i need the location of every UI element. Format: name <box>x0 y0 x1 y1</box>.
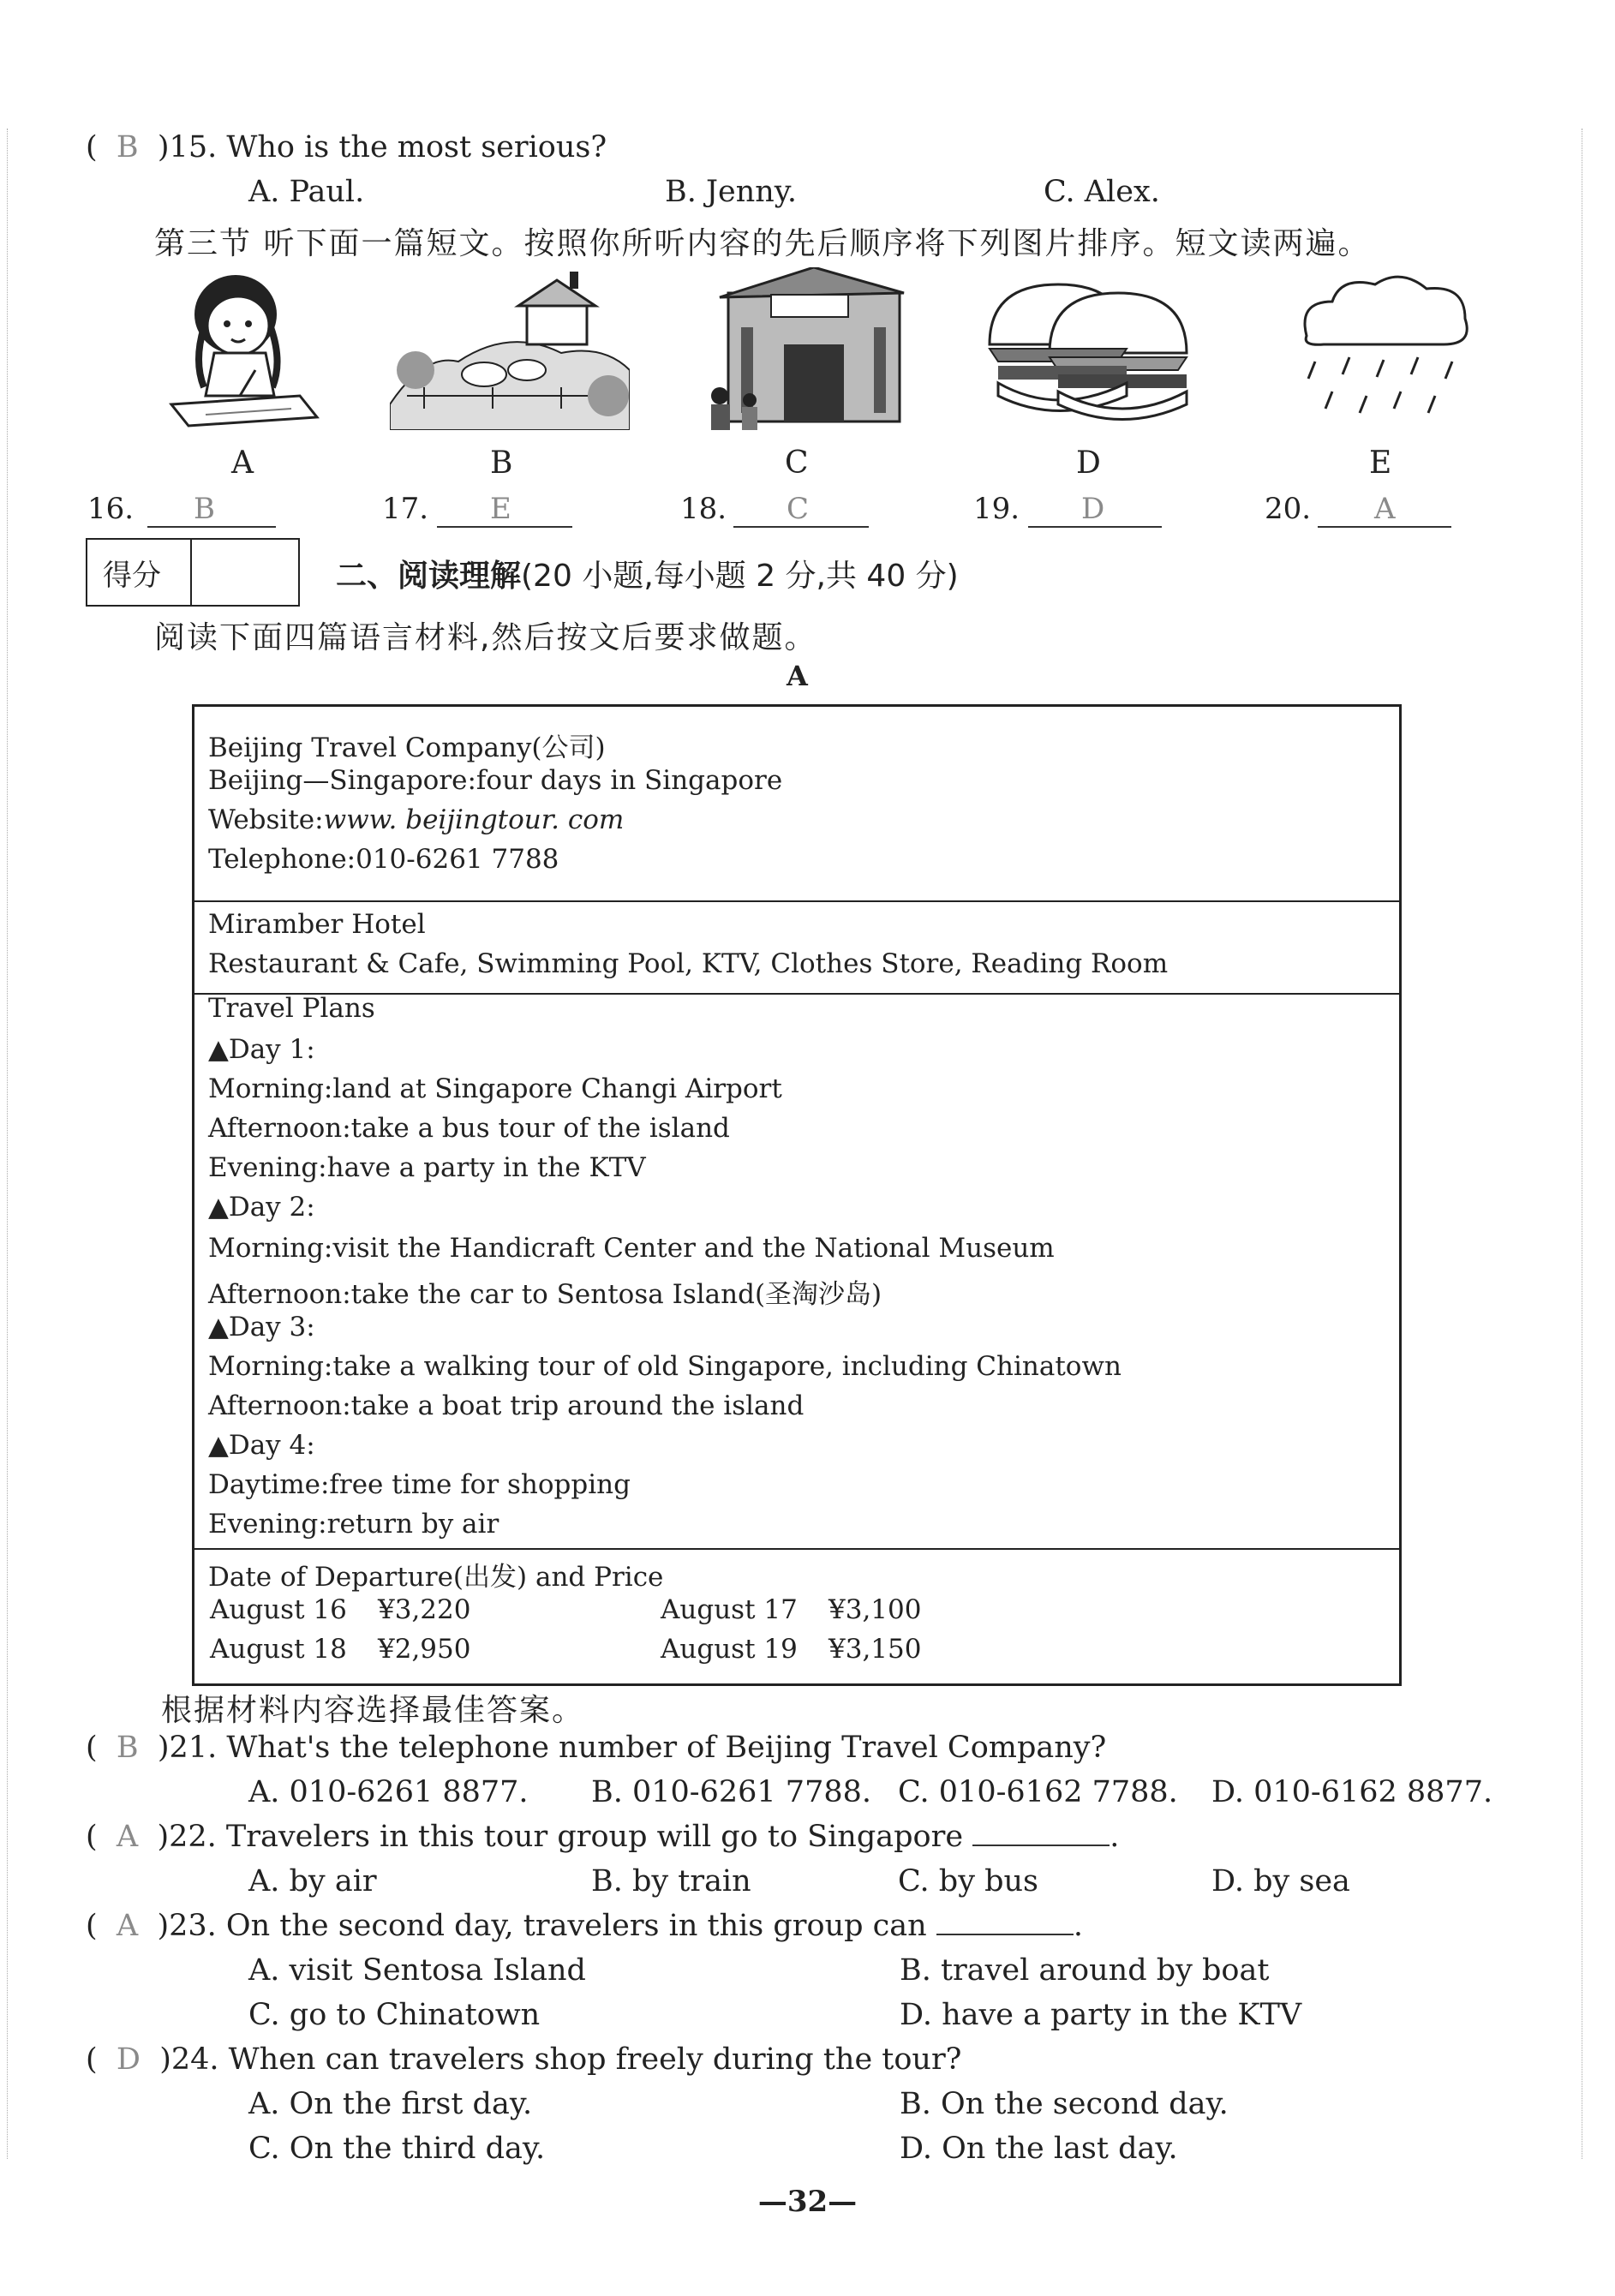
score-box-divider <box>190 540 192 605</box>
blank-20-line <box>1318 526 1451 528</box>
part2-points: (20 小题,每小题 2 分,共 40 分) <box>521 559 959 594</box>
picture-label-d: D <box>1076 445 1101 481</box>
blank-17-answer: E <box>490 492 511 526</box>
q22-option-c: C. by bus <box>898 1864 1038 1898</box>
q23-option-c: C. go to Chinatown <box>248 1998 541 2032</box>
blank-16-line <box>147 526 276 528</box>
question-24-stem: )24. When can travelers shop freely during the tour? <box>159 2042 962 2077</box>
q24-option-d: D. On the last day. <box>900 2132 1178 2166</box>
answer-24: D <box>116 2042 141 2077</box>
question-15: ( B )15. Who is the most serious? <box>86 130 607 164</box>
q24-option-c: C. On the third day. <box>248 2132 546 2166</box>
question-21: ( B )21. What's the telephone number of Beijing Travel Company? <box>86 1731 1107 1765</box>
choose-instruction: 根据材料内容选择最佳答案。 <box>161 1693 585 1728</box>
rain-cloud-icon <box>1289 267 1478 430</box>
q15-option-a: A. Paul. <box>248 175 365 209</box>
departure-price: ¥2,950 <box>378 1634 471 1665</box>
plan-line: Evening:have a party in the KTV <box>208 1152 646 1183</box>
answer-15: B <box>116 130 139 164</box>
blank-16-number: 16. <box>87 492 135 526</box>
question-24: ( D )24. When can travelers shop freely during the tour? <box>86 2042 962 2077</box>
departure-date: August 18 <box>210 1634 347 1665</box>
q23-blank <box>936 1910 1074 1935</box>
q21-option-d: D. 010-6162 8877. <box>1211 1775 1493 1809</box>
answer-23: A <box>116 1909 139 1943</box>
score-label: 得分 <box>103 559 161 593</box>
blank-19-answer: D <box>1081 492 1105 526</box>
ad-plans-title: Travel Plans <box>208 993 375 1024</box>
blank-17-line <box>437 526 572 528</box>
q21-option-a: A. 010-6261 8877. <box>248 1775 529 1809</box>
question-23-stem: )23. On the second day, travelers in this group can <box>157 1909 927 1943</box>
plan-line: ▲Day 2: <box>208 1192 315 1223</box>
q22-option-b: B. by train <box>591 1864 751 1898</box>
q22-blank <box>972 1821 1110 1846</box>
museum-icon <box>703 267 908 430</box>
plan-line: Morning:visit the Handicraft Center and the National Museum <box>208 1233 1055 1264</box>
q21-option-c: C. 010-6162 7788. <box>898 1775 1178 1809</box>
ad-separator-2 <box>194 993 1399 995</box>
blank-19-line <box>1028 526 1162 528</box>
picture-c <box>703 267 908 430</box>
part2-instruction: 阅读下面四篇语言材料,然后按文后要求做题。 <box>154 620 817 655</box>
picture-label-e: E <box>1369 445 1392 481</box>
question-22: ( A )22. Travelers in this tour group will go to Singapore . <box>86 1820 1120 1854</box>
departure-price: ¥3,100 <box>828 1594 922 1625</box>
answer-21: B <box>116 1731 139 1765</box>
passage-label: A <box>787 660 808 692</box>
blank-18-answer: C <box>787 492 810 526</box>
page-number: —32— <box>757 2185 858 2219</box>
ad-company: Beijing Travel Company(公司) <box>208 732 606 763</box>
answer-22: A <box>116 1820 139 1854</box>
q15-option-c: C. Alex. <box>1044 175 1160 209</box>
plan-line: Daytime:free time for shopping <box>208 1469 631 1500</box>
girl-writing-icon <box>154 267 334 430</box>
departure-date: August 19 <box>661 1634 798 1665</box>
hamburger-icon <box>981 267 1195 430</box>
score-box <box>86 538 300 607</box>
ad-website-url: www. beijingtour. com <box>323 804 625 835</box>
ad-website-label: Website: <box>208 804 324 835</box>
picture-e <box>1289 267 1478 430</box>
ad-route: Beijing—Singapore:four days in Singapore <box>208 765 783 796</box>
q23-option-b: B. travel around by boat <box>900 1953 1270 1988</box>
ad-hotel-facilities: Restaurant & Cafe, Swimming Pool, KTV, Clothes Store, Reading Room <box>208 948 1169 979</box>
blank-16-answer: B <box>194 492 215 526</box>
plan-line: Afternoon:take the car to Sentosa Island(圣淘沙岛) <box>208 1279 882 1310</box>
q22-option-d: D. by sea <box>1211 1864 1350 1898</box>
question-21-stem: )21. What's the telephone number of Beijing Travel Company? <box>157 1731 1107 1765</box>
ad-telephone: Telephone:010-6261 7788 <box>208 844 559 875</box>
picture-label-a: A <box>231 445 254 481</box>
blank-17-number: 17. <box>382 492 429 526</box>
q21-option-b: B. 010-6261 7788. <box>591 1775 871 1809</box>
plan-line: ▲Day 4: <box>208 1430 315 1461</box>
picture-b <box>390 267 630 430</box>
plan-line: ▲Day 3: <box>208 1312 315 1342</box>
blank-20-answer: A <box>1374 492 1396 526</box>
q24-option-b: B. On the second day. <box>900 2087 1229 2121</box>
q22-option-a: A. by air <box>248 1864 377 1898</box>
departure-price: ¥3,150 <box>828 1634 922 1665</box>
q15-option-b: B. Jenny. <box>665 175 798 209</box>
q23-option-a: A. visit Sentosa Island <box>248 1953 586 1988</box>
plan-line: Evening:return by air <box>208 1509 499 1540</box>
question-23: ( A )23. On the second day, travelers in this group can . <box>86 1909 1083 1943</box>
picture-a <box>154 267 334 430</box>
blank-19-number: 19. <box>973 492 1020 526</box>
blank-20-number: 20. <box>1265 492 1312 526</box>
departure-date: August 16 <box>210 1594 347 1625</box>
travel-ad-box <box>192 704 1402 1686</box>
ad-website <box>208 804 624 835</box>
part2-title: 二、阅读理解 <box>336 559 522 594</box>
plan-line: ▲Day 1: <box>208 1034 315 1065</box>
plan-line: Morning:land at Singapore Changi Airport <box>208 1073 782 1104</box>
question-15-stem: )15. Who is the most serious? <box>157 130 607 164</box>
q24-option-a: A. On the first day. <box>248 2087 533 2121</box>
ad-separator-3 <box>194 1548 1399 1550</box>
picture-d <box>981 267 1195 430</box>
left-margin-line <box>7 129 8 2159</box>
q23-option-d: D. have a party in the KTV <box>900 1998 1302 2032</box>
question-22-stem: )22. Travelers in this tour group will go to Singapore <box>157 1820 964 1854</box>
picture-label-b: B <box>490 445 513 481</box>
departure-price: ¥3,220 <box>378 1594 471 1625</box>
part2-heading <box>336 552 959 595</box>
picture-label-c: C <box>785 445 809 481</box>
plan-line: Morning:take a walking tour of old Singapore, including Chinatown <box>208 1351 1122 1382</box>
departure-date: August 17 <box>661 1594 798 1625</box>
plan-line: Afternoon:take a bus tour of the island <box>208 1113 730 1144</box>
ad-hotel-name: Miramber Hotel <box>208 909 426 940</box>
section3-instruction: 第三节 听下面一篇短文。按照你所听内容的先后顺序将下列图片排序。短文读两遍。 <box>154 226 1371 261</box>
farm-cows-icon <box>390 267 630 430</box>
ad-separator-1 <box>194 900 1399 902</box>
blank-18-line <box>733 526 869 528</box>
ad-departure-title: Date of Departure(出发) and Price <box>208 1562 664 1593</box>
blank-18-number: 18. <box>680 492 727 526</box>
plan-line: Afternoon:take a boat trip around the island <box>208 1390 805 1421</box>
